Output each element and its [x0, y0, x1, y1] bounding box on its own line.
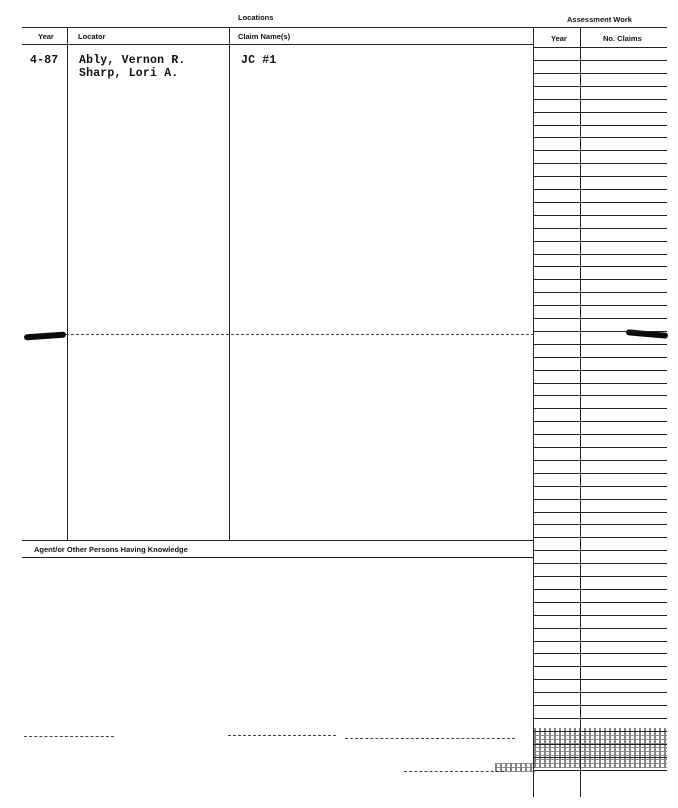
ledger-rule [533, 602, 667, 603]
locations-heading: Locations [238, 13, 274, 22]
scan-noise-bottom-right [534, 728, 667, 768]
ledger-rule [533, 125, 667, 126]
ledger-rule [533, 524, 667, 525]
divider-assessment-left [533, 27, 534, 797]
ledger-rule [533, 718, 667, 719]
ledger-rule [533, 163, 667, 164]
ledger-rule [533, 383, 667, 384]
ledger-rule [533, 679, 667, 680]
ledger-rule [533, 370, 667, 371]
bottom-dash-3 [345, 738, 515, 739]
ledger-rule [533, 241, 667, 242]
ledger-rule [533, 434, 667, 435]
ledger-rule [533, 60, 667, 61]
header-bottom-rule-left [22, 44, 533, 45]
ledger-rule [533, 486, 667, 487]
ledger-rule [533, 318, 667, 319]
scan-mark-left [24, 332, 66, 341]
entry-locator-2: Sharp, Lori A. [79, 67, 179, 80]
agent-header-bottom-rule [22, 557, 533, 558]
top-rule [22, 27, 667, 28]
divider-year-locator [67, 27, 68, 540]
ledger-rule [533, 460, 667, 461]
agent-heading: Agent/or Other Persons Having Knowledge [34, 545, 188, 554]
ledger-rule [533, 73, 667, 74]
scan-noise-bottom [495, 763, 535, 772]
entry-claim-name: JC #1 [241, 54, 277, 67]
entry-year: 4-87 [30, 54, 59, 67]
ledger-rule [533, 615, 667, 616]
ledger-rule [533, 473, 667, 474]
col-header-year: Year [38, 32, 54, 41]
ledger-rule [533, 576, 667, 577]
fold-line [66, 334, 534, 335]
ledger-rule [533, 254, 667, 255]
ledger-rule [533, 447, 667, 448]
ledger-rule [533, 344, 667, 345]
bottom-dash-2 [228, 735, 336, 736]
ledger-rule [533, 395, 667, 396]
ledger-rule [533, 537, 667, 538]
ledger-rule [533, 770, 667, 771]
ledger-rule [533, 408, 667, 409]
divider-assessment-mid [580, 27, 581, 797]
agent-top-rule [22, 540, 533, 541]
ledger-rule [533, 279, 667, 280]
bottom-dash-4 [404, 771, 504, 772]
col-header-claim-names: Claim Name(s) [238, 32, 291, 41]
header-bottom-rule-right [533, 47, 667, 48]
ledger-rule [533, 202, 667, 203]
ledger-rule [533, 666, 667, 667]
ledger-rule [533, 99, 667, 100]
ledger-rule [533, 512, 667, 513]
col-header-locator: Locator [78, 32, 106, 41]
ledger-rule [533, 176, 667, 177]
ledger-rule [533, 421, 667, 422]
ledger-rule [533, 705, 667, 706]
ledger-rule [533, 589, 667, 590]
ledger-rule [533, 86, 667, 87]
ledger-rule [533, 331, 667, 332]
ledger-rule [533, 499, 667, 500]
ledger-rule [533, 112, 667, 113]
assessment-work-heading: Assessment Work [567, 15, 632, 24]
ledger-rule [533, 641, 667, 642]
ledger-rule [533, 215, 667, 216]
divider-locator-claim [229, 27, 230, 540]
ledger-rule [533, 692, 667, 693]
ledger-rule [533, 550, 667, 551]
ledger-rule [533, 628, 667, 629]
ledger-rule [533, 357, 667, 358]
ledger-rule [533, 150, 667, 151]
entry-locator-1: Ably, Vernon R. [79, 54, 186, 67]
ledger-rule [533, 305, 667, 306]
ledger-rule [533, 653, 667, 654]
col-header-assessment-year: Year [551, 34, 567, 43]
ledger-rule [533, 228, 667, 229]
ledger-rule [533, 292, 667, 293]
ledger-rule [533, 189, 667, 190]
ledger-rule [533, 563, 667, 564]
bottom-dash-1 [24, 736, 114, 737]
col-header-no-claims: No. Claims [603, 34, 642, 43]
ledger-rule [533, 266, 667, 267]
ledger-rule [533, 137, 667, 138]
